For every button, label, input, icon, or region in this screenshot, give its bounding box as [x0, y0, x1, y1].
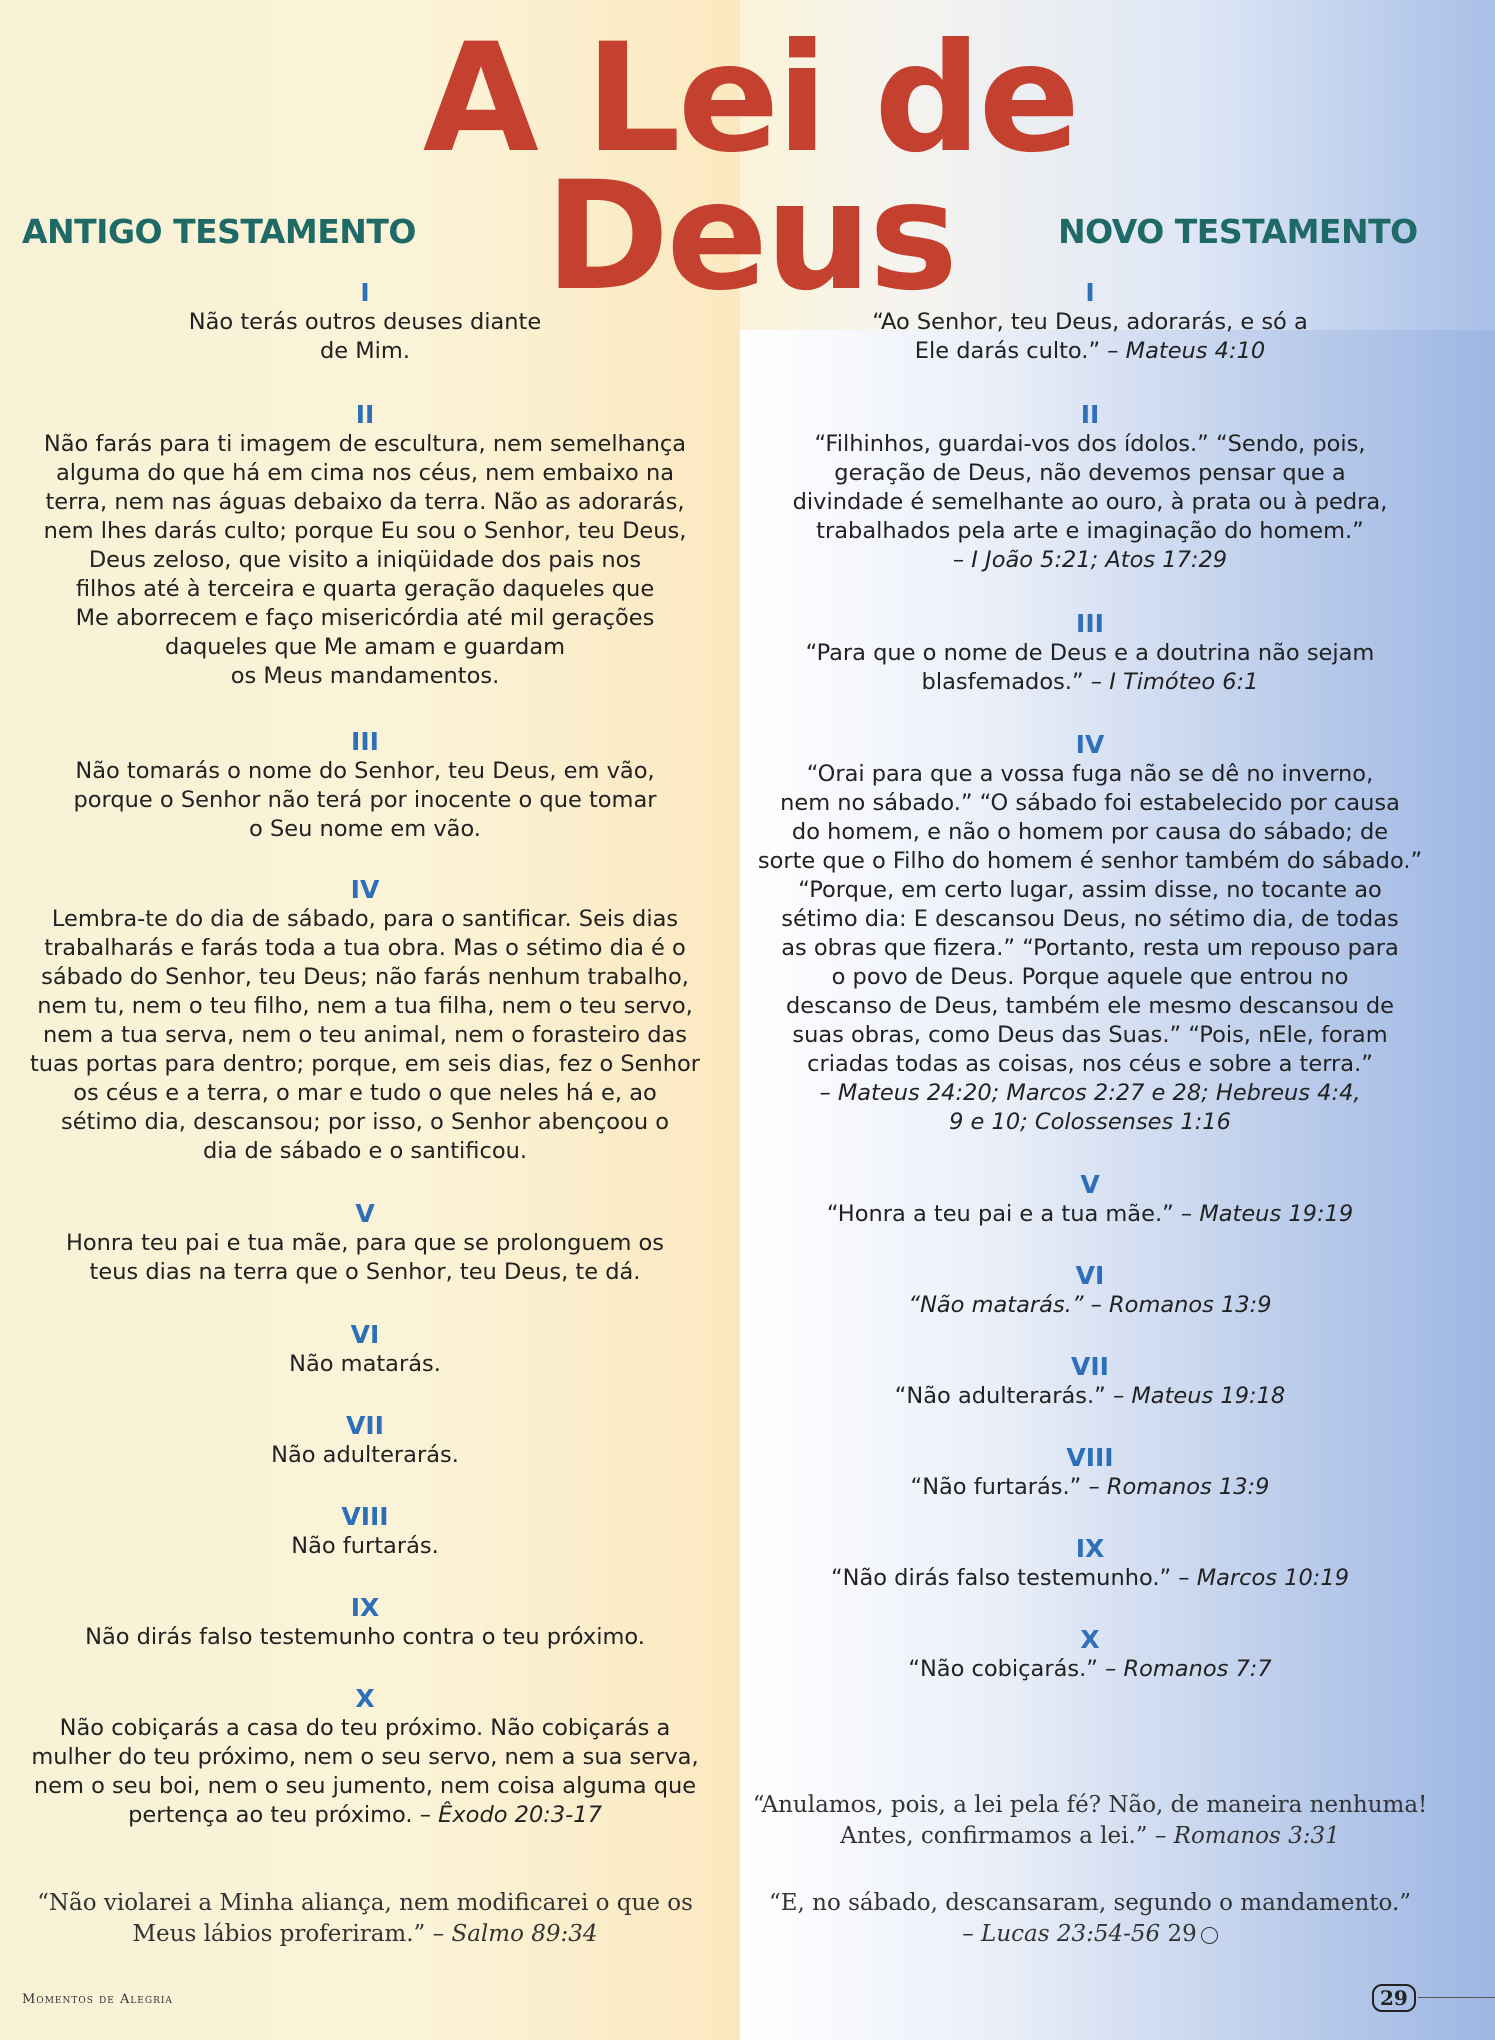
commandment-body: “Para que o nome de Deus e a doutrina não sejam blasfemados.” – [805, 640, 1375, 695]
commandment-text [740, 1200, 1440, 1229]
new-commandment [740, 1352, 1440, 1411]
commandment-text: Não matarás. [289, 1351, 441, 1377]
commandment-body: “Não cobiçarás.” – [908, 1656, 1117, 1682]
commandment-text: Não farás para ti imagem de escultura, nem semelhança alguma do que há em cima nos céus, nem embaixo na terra, nem nas águas debaixo da terra. Não as adorarás, nem lhes darás culto; porque Eu sou o Senhor, teu Deus, Deus zeloso, que visito a iniqüidade dos pais nos filhos até à terceira e quarta geração daqueles que Me aborrecem e faço misericórdia até mil gerações daqueles que Me amam e guardam os Meus mandamentos. [43, 431, 687, 689]
magazine-name: Momentos de Alegria [22, 1992, 173, 2007]
scripture-reference: – Mateus 24:20; Marcos 2:27 e 28; Hebreus 4:4, 9 e 10; Colossenses 1:16 [819, 1080, 1361, 1135]
commandment-text: Lembra-te do dia de sábado, para o santificar. Seis dias trabalharás e farás toda a tua obra. Mas o sétimo dia é o sábado do Senhor, teu Deus; não farás nenhum trabalho, nem tu, nem o teu filho, nem a tua filha, nem o teu servo, nem a tua serva, nem o teu animal, nem o forasteiro das tuas portas para dentro; porque, em seis dias, fez o Senhor os céus e a terra, o mar e tudo o que neles há e, ao sétimo dia, descansou; por isso, o Senhor abençoou o dia de sábado e o santificou. [29, 906, 701, 1164]
quote-salmo [20, 1888, 710, 1950]
commandment-text [20, 1714, 710, 1830]
roman-numeral: III [351, 727, 379, 756]
commandment-text: Não terás outros deuses diante de Mim. [188, 309, 542, 364]
quote-reference: Salmo 89:34 [451, 1921, 598, 1947]
quote-tail-number: 29 [1167, 1921, 1197, 1947]
new-commandment [740, 1534, 1440, 1593]
scripture-reference: Mateus 19:18 [1131, 1383, 1286, 1409]
old-commandment [20, 400, 710, 691]
commandment-body: Não cobiçarás a casa do teu próximo. Não cobiçarás a mulher do teu próximo, nem o seu servo, nem a sua serva, nem o seu boi, nem o seu jumento, nem coisa alguma que pertença ao teu próximo. – [31, 1715, 699, 1828]
title-line-1: A Lei de [422, 12, 1078, 186]
commandment-text [740, 430, 1440, 575]
roman-numeral: IV [350, 875, 380, 904]
roman-numeral: VIII [341, 1502, 389, 1531]
old-testament-column [20, 0, 710, 2040]
scripture-reference: Romanos 13:9 [1106, 1474, 1270, 1500]
commandment-text [740, 1473, 1440, 1502]
roman-numeral: VII [346, 1411, 384, 1440]
new-commandment [740, 1170, 1440, 1229]
page-number: 29 [1372, 1984, 1416, 2012]
roman-numeral: I [1085, 278, 1095, 307]
new-commandment [740, 1625, 1440, 1684]
commandment-text [740, 639, 1440, 697]
commandment-body: “Não dirás falso testemunho.” – [830, 1565, 1190, 1591]
scripture-reference: Romanos 7:7 [1123, 1656, 1272, 1682]
commandment-body: “Orai para que a vossa fuga não se dê no inverno, nem no sábado.” “O sábado foi estabelecido por causa do homem, e não o homem por causa do sábado; de sorte que o Filho do homem é senhor também do sábado.” “Porque, em certo lugar, assim disse, no tocante ao sétimo dia: E descansou Deus, no sétimo dia, de todas as obras que fizera.” “Portanto, resta um repouso para o povo de Deus. Porque aquele que entrou no descanso de Deus, também ele mesmo descansou de suas obras, como Deus das Suas.” “Pois, nEle, foram criadas todas as coisas, nos céus e sobre a terra.” [757, 761, 1423, 1077]
globe-icon [1201, 1927, 1218, 1944]
new-commandment [740, 1443, 1440, 1502]
roman-numeral: II [355, 400, 375, 429]
commandment-body: “Ao Senhor, teu Deus, adorarás, e só a Ele darás culto.” – [872, 309, 1308, 364]
roman-numeral: III [1076, 609, 1104, 638]
new-commandment [740, 609, 1440, 697]
commandment-text: Honra teu pai e tua mãe, para que se prolonguem os teus dias na terra que o Senhor, teu Deus, te dá. [65, 1230, 665, 1285]
roman-numeral: VI [1075, 1261, 1105, 1290]
old-commandment [20, 1502, 710, 1561]
roman-numeral: IV [1075, 730, 1105, 759]
roman-numeral: VIII [1066, 1443, 1114, 1472]
quote-reference: Romanos 3:31 [1173, 1823, 1340, 1849]
old-commandment [20, 1593, 710, 1652]
roman-numeral: II [1080, 400, 1100, 429]
old-commandment [20, 278, 710, 366]
commandment-text [740, 1382, 1440, 1411]
commandment-body: “Honra a teu pai e a tua mãe.” – [826, 1201, 1193, 1227]
new-commandment [740, 730, 1440, 1137]
roman-numeral: IX [350, 1593, 380, 1622]
new-testament-column [740, 0, 1440, 2040]
roman-numeral: I [360, 278, 370, 307]
commandment-text: Não tomarás o nome do Senhor, teu Deus, em vão, porque o Senhor não terá por inocente o que tomar o Seu nome em vão. [73, 758, 657, 842]
commandment-text: Não furtarás. [291, 1533, 439, 1559]
title-line-2: Deus [544, 150, 956, 324]
commandment-body: “Filhinhos, guardai-vos dos ídolos.” “Sendo, pois, geração de Deus, não devemos pensar que a divindade é semelhante ao ouro, à prata ou à pedra, trabalhados pela arte e imaginação do homem.” – [792, 431, 1388, 573]
scripture-reference: I João 5:21; Atos 17:29 [971, 547, 1228, 573]
new-commandment [740, 1261, 1440, 1320]
new-testament-heading: NOVO TESTAMENTO [1058, 212, 1418, 251]
old-commandment [20, 1199, 710, 1287]
roman-numeral: X [355, 1684, 375, 1713]
quote-romanos [740, 1790, 1440, 1852]
scripture-reference: Mateus 19:19 [1199, 1201, 1354, 1227]
quote-text: “Anulamos, pois, a lei pela fé? Não, de maneira nenhuma! Antes, confirmamos a lei.” – [752, 1792, 1428, 1849]
commandment-text: Não dirás falso testemunho contra o teu próximo. [85, 1624, 645, 1650]
roman-numeral: V [1080, 1170, 1100, 1199]
quote-reference: Lucas 23:54-56 [981, 1921, 1161, 1947]
commandment-body: “Não furtarás.” – [910, 1474, 1100, 1500]
roman-numeral: V [355, 1199, 375, 1228]
commandment-text [740, 1564, 1440, 1593]
scripture-reference: “Não matarás.” – Romanos 13:9 [908, 1292, 1272, 1318]
old-commandment [20, 875, 710, 1166]
old-commandment [20, 727, 710, 844]
commandment-text: Não adulterarás. [271, 1442, 459, 1468]
quote-text: “E, no sábado, descansaram, segundo o mandamento.” – [768, 1890, 1412, 1947]
new-commandment [740, 278, 1440, 366]
old-testament-heading: ANTIGO TESTAMENTO [22, 212, 416, 251]
roman-numeral: X [1080, 1625, 1100, 1654]
roman-numeral: VI [350, 1320, 380, 1349]
roman-numeral: VII [1071, 1352, 1109, 1381]
page-number-rule [1418, 1997, 1495, 1998]
quote-text: “Não violarei a Minha aliança, nem modificarei o que os Meus lábios proferiram.” – [37, 1890, 693, 1947]
scripture-reference: I Timóteo 6:1 [1109, 669, 1259, 695]
scripture-reference: Marcos 10:19 [1196, 1565, 1350, 1591]
commandment-body: “Não adulterarás.” – [894, 1383, 1125, 1409]
commandment-text [740, 308, 1440, 366]
old-commandment [20, 1320, 710, 1379]
quote-lucas [740, 1888, 1440, 1950]
scripture-reference: Mateus 4:10 [1125, 338, 1266, 364]
old-commandment [20, 1684, 710, 1830]
new-commandment [740, 400, 1440, 575]
old-commandment [20, 1411, 710, 1470]
commandment-text [740, 1655, 1440, 1684]
scripture-reference: Êxodo 20:3-17 [438, 1802, 602, 1828]
roman-numeral: IX [1075, 1534, 1105, 1563]
